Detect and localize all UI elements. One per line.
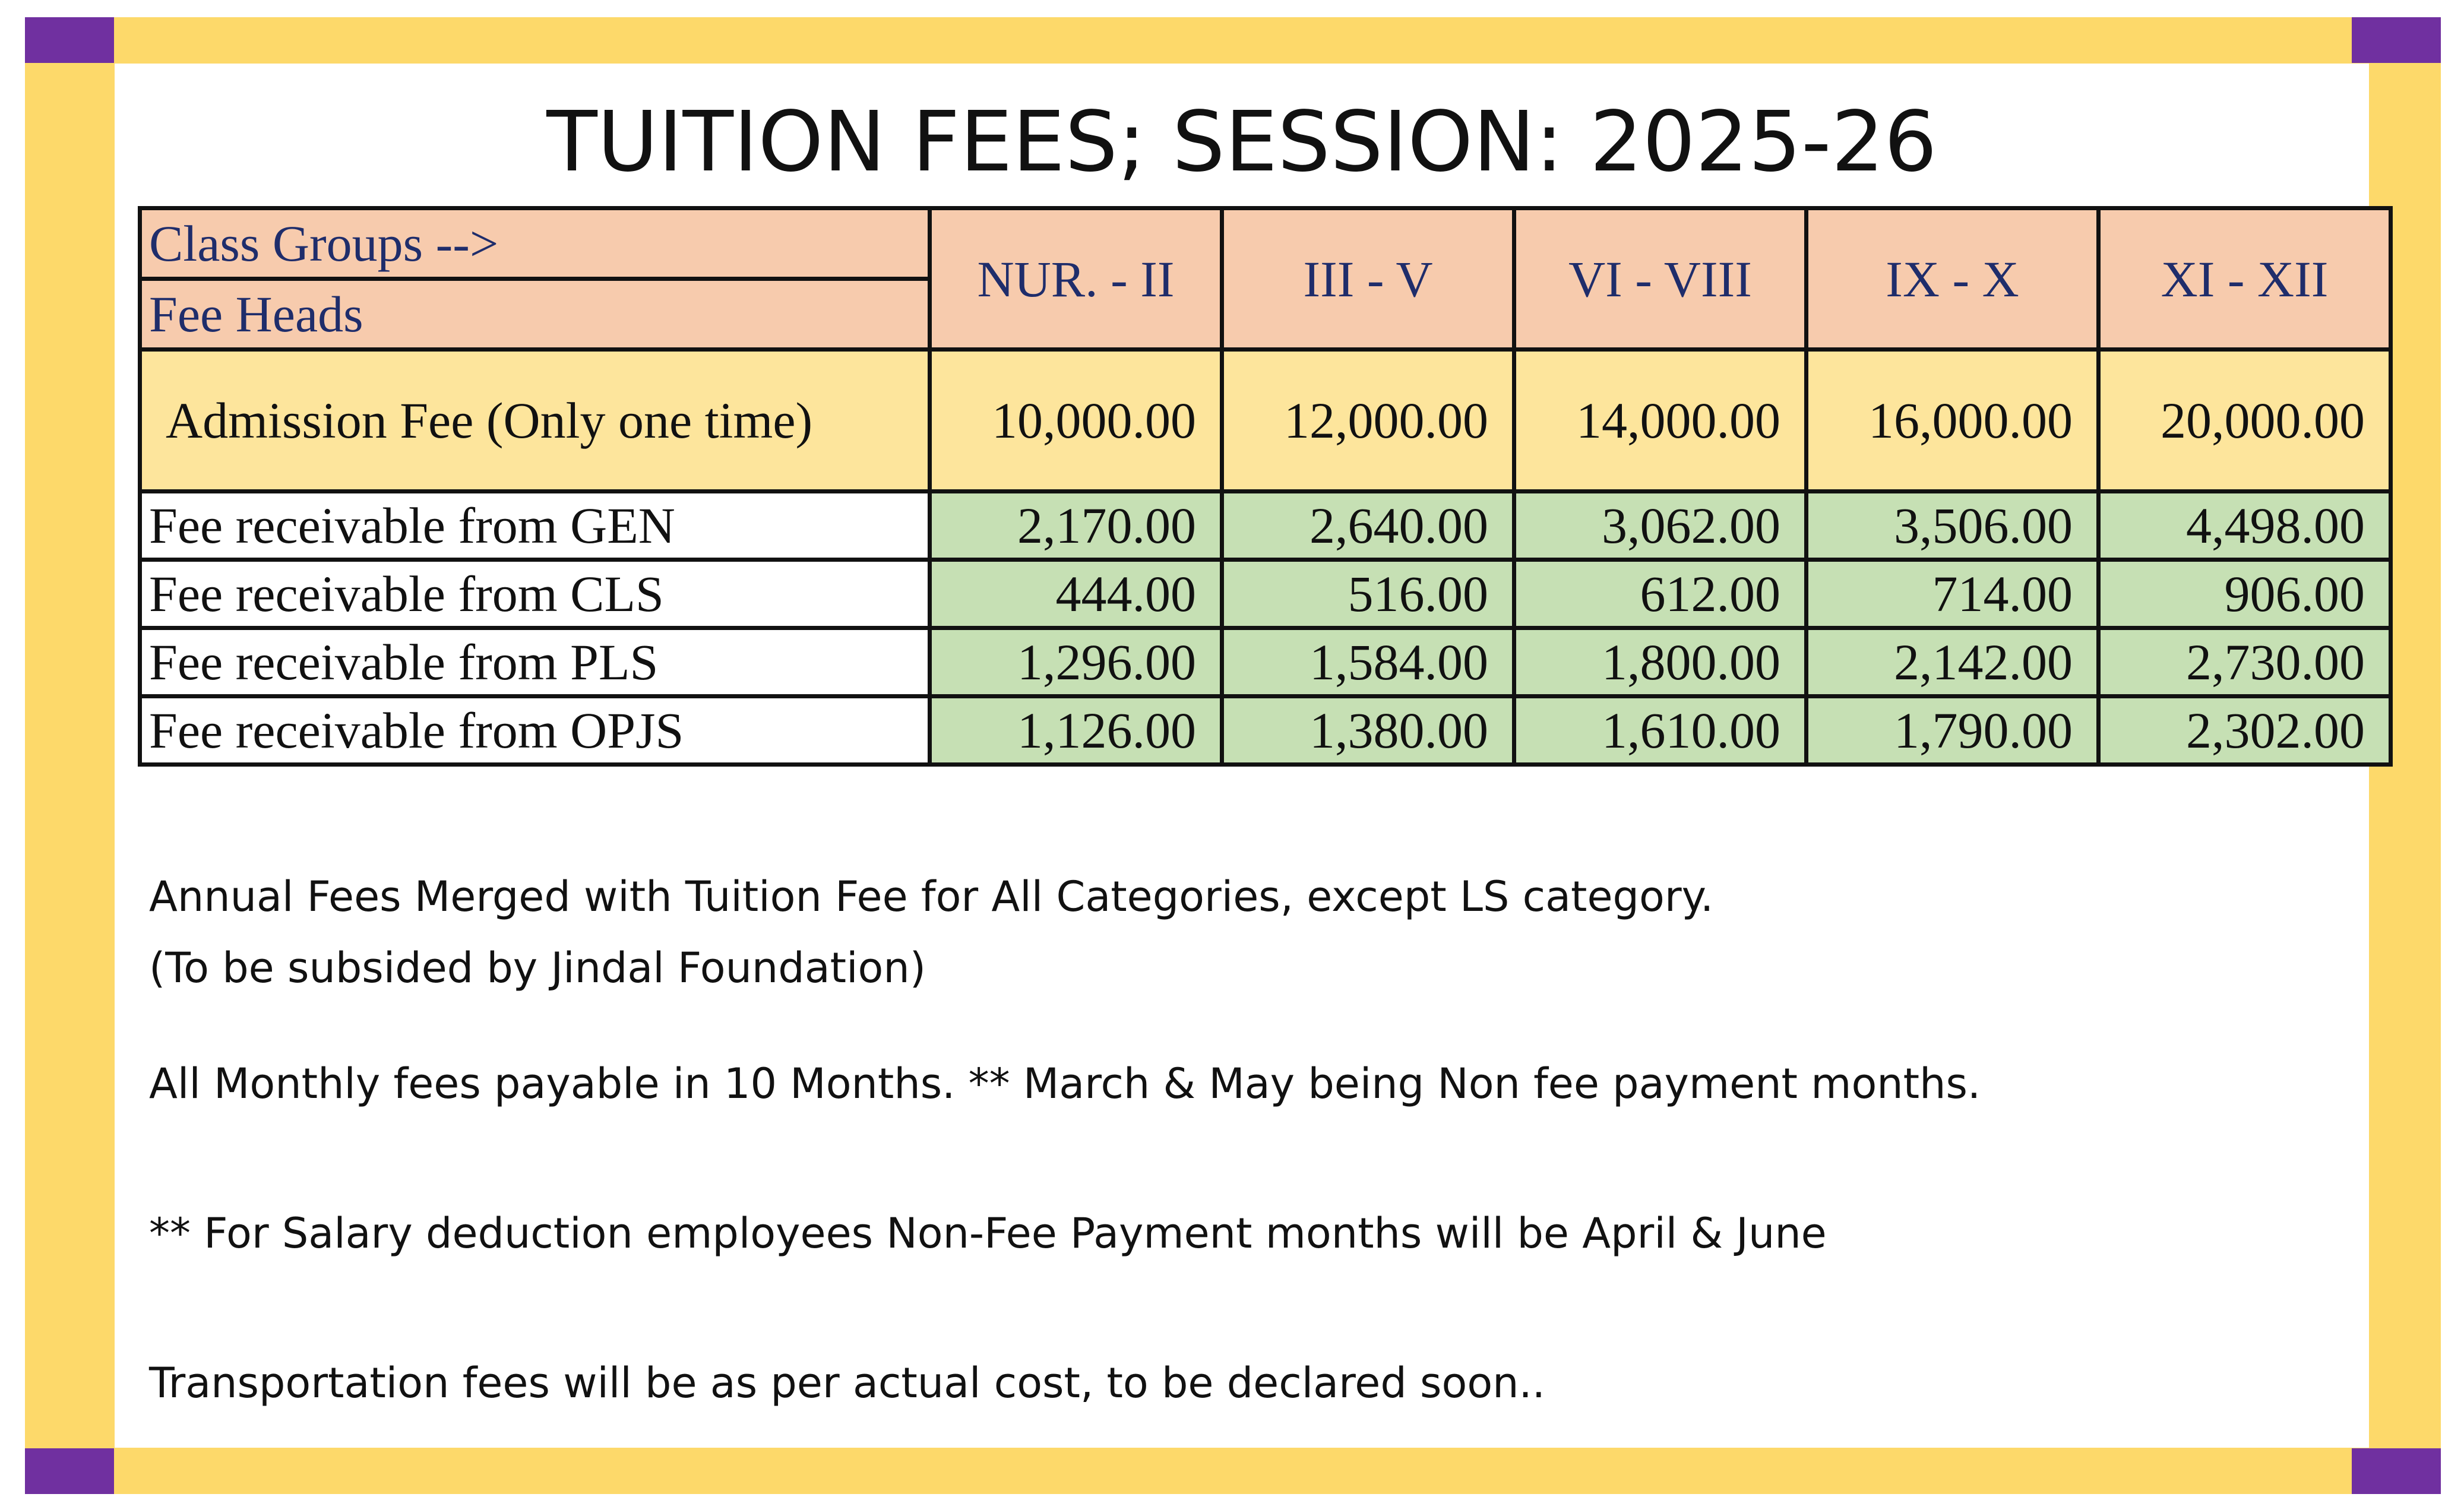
row-label: Fee receivable from PLS <box>140 628 930 697</box>
corner-block <box>25 1448 114 1494</box>
fee-cell: 2,142.00 <box>1807 628 2099 697</box>
fee-cell: 20,000.00 <box>2099 350 2391 492</box>
fee-cell: 2,302.00 <box>2099 697 2391 765</box>
class-groups-label: Class Groups --> <box>140 208 930 279</box>
fee-cell: 10,000.00 <box>930 350 1222 492</box>
fee-table <box>138 206 2393 767</box>
fee-cell: 2,640.00 <box>1222 492 1514 560</box>
fee-cell: 1,790.00 <box>1807 697 2099 765</box>
content-panel <box>115 64 2369 1448</box>
fee-cell: 1,380.00 <box>1222 697 1514 765</box>
page-title: TUITION FEES; SESSION: 2025-26 <box>546 94 1937 191</box>
note-annual-merge: Annual Fees Merged with Tuition Fee for All Categories, except LS category. <box>149 872 1714 921</box>
header-row <box>140 208 2391 279</box>
fee-cell: 2,170.00 <box>930 492 1222 560</box>
fee-cell: 4,498.00 <box>2099 492 2391 560</box>
fee-cell: 1,800.00 <box>1514 628 1807 697</box>
fee-cell: 516.00 <box>1222 560 1514 628</box>
note-salary-deduction: ** For Salary deduction employees Non-Fee Payment months will be April & June <box>149 1209 1827 1258</box>
fee-cell: 12,000.00 <box>1222 350 1514 492</box>
fee-cell: 2,730.00 <box>2099 628 2391 697</box>
fee-cell: 14,000.00 <box>1514 350 1807 492</box>
admission-row <box>140 350 2391 492</box>
corner-block <box>2352 1448 2441 1494</box>
note-subsidy: (To be subsided by Jindal Foundation) <box>149 944 926 992</box>
note-transport: Transportation fees will be as per actual cost, to be declared soon.. <box>149 1359 1546 1407</box>
class-group-header: NUR. - II <box>930 208 1222 350</box>
fee-cell: 16,000.00 <box>1807 350 2099 492</box>
row-label: Fee receivable from OPJS <box>140 697 930 765</box>
table-row <box>140 628 2391 697</box>
row-label: Admission Fee (Only one time) <box>140 350 930 492</box>
fee-heads-label: Fee Heads <box>140 279 930 350</box>
class-group-header: III - V <box>1222 208 1514 350</box>
fee-cell: 1,296.00 <box>930 628 1222 697</box>
class-group-header: XI - XII <box>2099 208 2391 350</box>
table-row <box>140 560 2391 628</box>
fee-cell: 3,506.00 <box>1807 492 2099 560</box>
class-group-header: VI - VIII <box>1514 208 1807 350</box>
note-monthly: All Monthly fees payable in 10 Months. ** March & May being Non fee payment months. <box>149 1059 1981 1108</box>
fee-cell: 906.00 <box>2099 560 2391 628</box>
corner-block <box>2352 17 2441 63</box>
row-label: Fee receivable from GEN <box>140 492 930 560</box>
class-group-header: IX - X <box>1807 208 2099 350</box>
fee-cell: 1,126.00 <box>930 697 1222 765</box>
fee-cell: 3,062.00 <box>1514 492 1807 560</box>
row-label: Fee receivable from CLS <box>140 560 930 628</box>
fee-cell: 1,610.00 <box>1514 697 1807 765</box>
fee-cell: 612.00 <box>1514 560 1807 628</box>
fee-cell: 444.00 <box>930 560 1222 628</box>
yellow-frame <box>25 17 2441 1494</box>
fee-cell: 1,584.00 <box>1222 628 1514 697</box>
fee-cell: 714.00 <box>1807 560 2099 628</box>
corner-block <box>25 17 114 63</box>
table-row <box>140 492 2391 560</box>
table-row <box>140 697 2391 765</box>
